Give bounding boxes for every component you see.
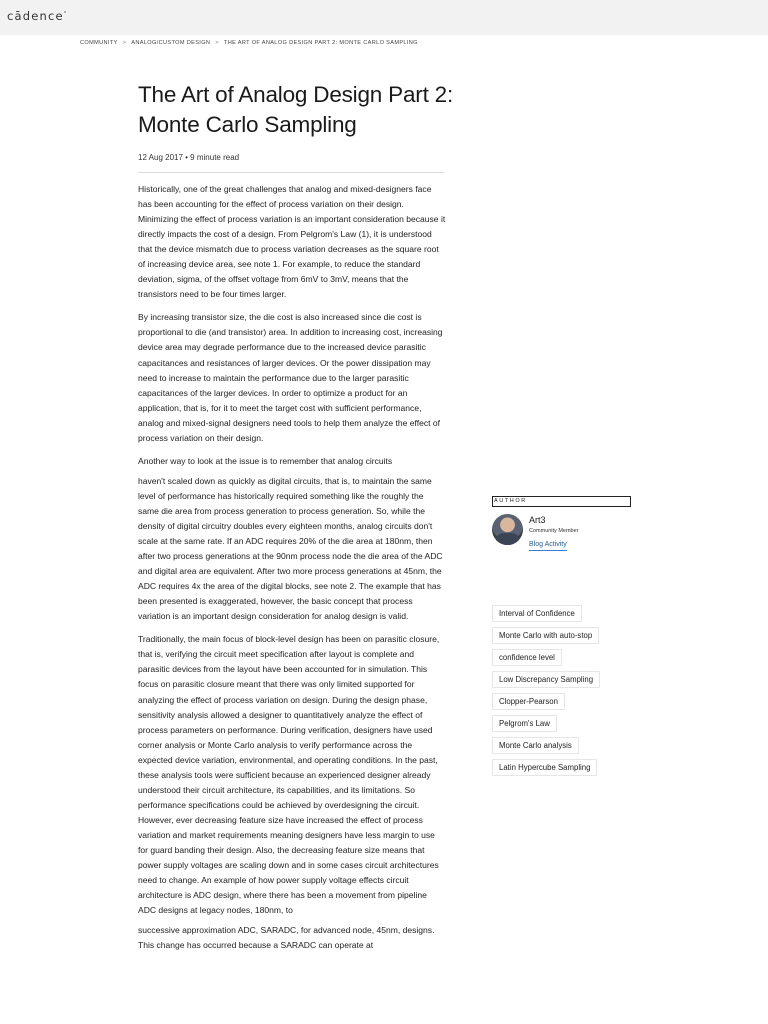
breadcrumb-item-current-article: THE ART OF ANALOG DESIGN PART 2: MONTE CARLO SAMPLING <box>223 40 418 46</box>
blog-activity-link[interactable]: Blog Activity <box>529 541 567 551</box>
breadcrumb <box>80 40 418 46</box>
article-paragraph: haven't scaled down as quickly as digital circuits, that is, to maintain the same level of performance has historically required something like the roughly the same die area from process generation to process generation. So, while the density of digital circuitry doubles every eighteen months, analog circuits don't scale at the same rate. If an ADC requires 20% of the die area at 180nm, then after two process generations at the 90nm process node the die area of the ADC and digital area are equivalent. After two more process generations at 45nm, the ADC requires 4x the area of the digital blocks, see note 2. The example that has been presented is exaggerated, however, the basic concept that process variation is an important design consideration for analog design is valid. <box>138 475 443 622</box>
tag-latin-hypercube-sampling[interactable]: Latin Hypercube Sampling <box>492 759 597 776</box>
article-paragraph: Traditionally, the main focus of block-level design has been on parasitic closure, that is, verifying the circuit meet specification after layout is complete and parasitic devices from the layout have been accounted for in simulation. This focus on parasitic closure meant that there was only limited supported for analyzing the effect of process variation on design. During the design phase, sensitivity analysis allowed a designer to quantitatively analyze the effect of process parameters on performance. During verification, designers have used corner analysis or Monte Carlo analysis to verify performance across the expected device variation, environmental, and operating conditions. In the past, these analysis tools were sufficient because an experienced designer already understood their circuit architecture, its capabilities, and its limitations. So performance specifications could be achieved by overdesigning the circuit. However, ever decreasing feature size have increased the effect of process variation and market requirements meaning designers have less margin to use for guard banding their design. Also, the decreasing feature size means that power supply voltages are scaling down and in some cases circuit architectures need to change. An example of how power supply voltage effects circuit architecture is ADC design, where there has been a movement from pipeline ADC designs at legacy nodes, 180nm, to <box>138 634 440 916</box>
article-paragraph: successive approximation ADC, SARADC, for advanced node, 45nm, designs. This change has occurred because a SARADC can operate at <box>138 925 435 951</box>
divider <box>138 172 444 173</box>
article-body <box>138 182 446 961</box>
cadence-logo[interactable]: cādence° <box>7 9 67 23</box>
tag-list <box>492 605 642 781</box>
author-name[interactable]: Art3 <box>529 515 546 525</box>
author-label: AUTHOR <box>494 498 527 504</box>
author-role: Community Member <box>529 528 579 534</box>
tag-interval-of-confidence[interactable]: Interval of Confidence <box>492 605 582 622</box>
tag-pelgroms-law[interactable]: Pelgrom's Law <box>492 715 557 732</box>
tag-low-discrepancy-sampling[interactable]: Low Discrepancy Sampling <box>492 671 600 688</box>
author-section-header <box>492 496 631 507</box>
avatar[interactable] <box>492 514 523 545</box>
article-meta: 12 Aug 2017 • 9 minute read <box>138 153 240 162</box>
tag-monte-carlo-analysis[interactable]: Monte Carlo analysis <box>492 737 579 754</box>
top-bar <box>0 0 768 35</box>
tag-confidence-level[interactable]: confidence level <box>492 649 562 666</box>
article-paragraph: Historically, one of the great challenges that analog and mixed-designers face has been accounting for the effect of process variation on their design. Minimizing the effect of process variation is an important consideration because it directly impacts the cost of a design. From Pelgrom's Law (1), it is understood that the device mismatch due to process variation decreases as the square root of increasing device area, see note 1. For example, to reduce the standard deviation, sigma, of the offset voltage from 6mV to 3mV, means that the transistors need to be four times larger. <box>138 184 446 300</box>
article-paragraph: By increasing transistor size, the die cost is also increased since die cost is proportional to die (and transistor) area. In addition to increasing cost, increasing device area may degrade performance due to the increased device parasitic capacitances and resistances of larger devices. Or the power dissipation may need to increase to maintain the performance due to the larger parasitic capacitances of the larger devices. In order to optimize a product for an application, that is, for it to meet the target cost with sufficient performance, analog and mixed-signal designers need tools to help them analyze the effect of process variation on their design. <box>138 312 443 443</box>
tag-monte-carlo-auto-stop[interactable]: Monte Carlo with auto-stop <box>492 627 599 644</box>
breadcrumb-separator: > <box>122 40 127 46</box>
breadcrumb-item-analog-custom-design[interactable]: ANALOG/CUSTOM DESIGN <box>131 40 211 46</box>
avatar-face <box>502 519 513 532</box>
tag-clopper-pearson[interactable]: Clopper-Pearson <box>492 693 565 710</box>
article-paragraph: Another way to look at the issue is to remember that analog circuits <box>138 455 393 466</box>
breadcrumb-separator: > <box>215 40 219 46</box>
breadcrumb-item-community[interactable]: COMMUNITY <box>80 40 118 46</box>
avatar-shirt <box>496 533 519 545</box>
article-title: The Art of Analog Design Part 2: Monte Carlo Sampling <box>138 82 454 137</box>
